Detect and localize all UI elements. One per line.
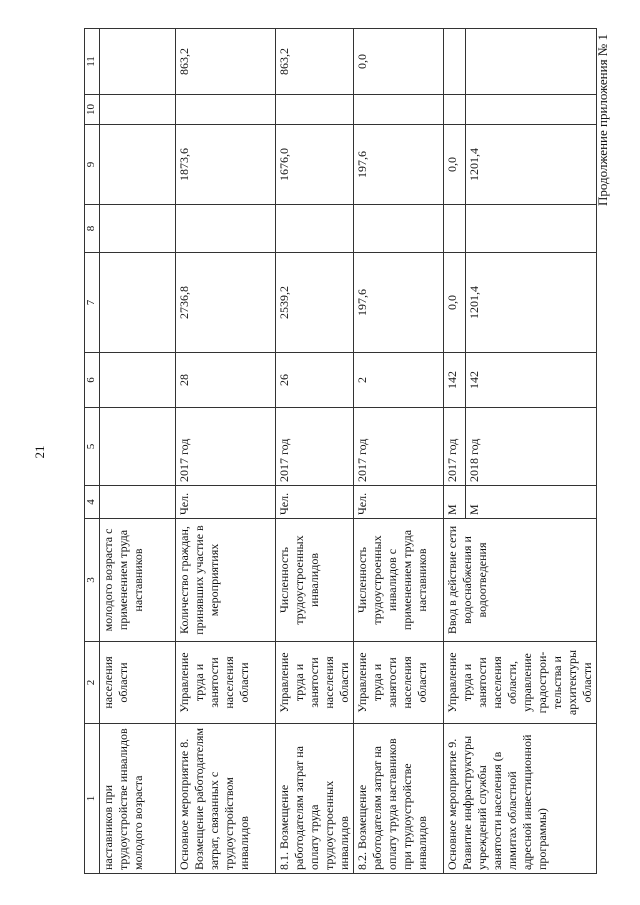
cell-indicator: Численность трудоустроенных инвалидов с применением труда наставников [354, 519, 444, 642]
cell-indicator: Ввод в действие сети водоснабжения и водоотведения [444, 519, 597, 642]
cell-col9: 0,0 [444, 125, 466, 205]
cell-unit: Чел. [176, 486, 276, 519]
cell-col10 [276, 95, 354, 125]
col-header-9: 9 [85, 125, 100, 205]
cell-total: 0,0 [444, 253, 466, 353]
cell-measure: Основное мероприятие 8. Возмещение работодателям затрат, связанных с трудоустройством инвалидов [176, 724, 276, 874]
col-header-1: 1 [85, 724, 100, 874]
cell-year: 2017 год [276, 408, 354, 486]
cell-unit: М [444, 486, 466, 519]
cell-unit: М [466, 486, 597, 519]
cell-col10 [100, 95, 176, 125]
cell-value [100, 353, 176, 408]
appendix-label: Продолжение приложения № 1 [595, 34, 610, 206]
table-row [444, 29, 466, 874]
table-row [354, 29, 444, 874]
col-header-7: 7 [85, 253, 100, 353]
cell-col8 [354, 205, 444, 253]
cell-value: 142 [444, 353, 466, 408]
cell-year [100, 408, 176, 486]
cell-value: 26 [276, 353, 354, 408]
cell-total: 1201,4 [466, 253, 597, 353]
cell-col10 [466, 95, 597, 125]
cell-year: 2018 год [466, 408, 597, 486]
col-header-3: 3 [85, 519, 100, 642]
col-header-5: 5 [85, 408, 100, 486]
cell-col11 [466, 29, 597, 95]
cell-col9: 1873,6 [176, 125, 276, 205]
cell-value: 142 [466, 353, 597, 408]
col-header-6: 6 [85, 353, 100, 408]
cell-measure: наставников при трудоустройстве инвалидов молодого возраста [100, 724, 176, 874]
col-header-10: 10 [85, 95, 100, 125]
cell-executor: Управление труда и занятости населения области [276, 642, 354, 724]
cell-col8 [276, 205, 354, 253]
cell-total: 2736,8 [176, 253, 276, 353]
cell-year: 2017 год [444, 408, 466, 486]
program-table [84, 28, 597, 874]
cell-unit: Чел. [276, 486, 354, 519]
table-row [100, 29, 176, 874]
cell-col9: 197,6 [354, 125, 444, 205]
col-header-2: 2 [85, 642, 100, 724]
cell-col10 [176, 95, 276, 125]
cell-executor: Управление труда и занятости населения области, управление градострои-тельства и архитектуры области [444, 642, 597, 724]
cell-col8 [444, 205, 466, 253]
page-number: 21 [32, 445, 47, 459]
cell-col11: 863,2 [276, 29, 354, 95]
table-row [276, 29, 354, 874]
cell-col8 [100, 205, 176, 253]
cell-col9: 1201,4 [466, 125, 597, 205]
cell-value: 2 [354, 353, 444, 408]
table-row [176, 29, 276, 874]
cell-col9: 1676,0 [276, 125, 354, 205]
cell-col11: 0,0 [354, 29, 444, 95]
cell-col10 [354, 95, 444, 125]
rotated-table-wrapper [84, 29, 594, 874]
cell-col11 [100, 29, 176, 95]
col-header-4: 4 [85, 486, 100, 519]
cell-unit [100, 486, 176, 519]
col-header-11: 11 [85, 29, 100, 95]
cell-value: 28 [176, 353, 276, 408]
cell-measure: 8.2. Возмещение работодателям затрат на оплату труда наставников при трудоустройстве инвалидов [354, 724, 444, 874]
cell-indicator: молодого возраста с применением труда наставников [100, 519, 176, 642]
cell-year: 2017 год [354, 408, 444, 486]
cell-total [100, 253, 176, 353]
cell-executor: Управление труда и занятости населения области [354, 642, 444, 724]
cell-indicator: Численность трудоустроенных инвалидов [276, 519, 354, 642]
cell-col8 [176, 205, 276, 253]
cell-measure: Основное мероприятие 9. Развитие инфраструктуры учреждений службы занятости населения (в лимитах областной адресной инвестиционной программы) [444, 724, 597, 874]
cell-col8 [466, 205, 597, 253]
cell-unit: Чел. [354, 486, 444, 519]
cell-col11: 863,2 [176, 29, 276, 95]
cell-total: 2539,2 [276, 253, 354, 353]
cell-indicator: Количество граждан, принявших участие в мероприятиях [176, 519, 276, 642]
cell-col9 [100, 125, 176, 205]
cell-col10 [444, 95, 466, 125]
cell-col11 [444, 29, 466, 95]
col-header-8: 8 [85, 205, 100, 253]
cell-measure: 8.1. Возмещение работодателям затрат на оплату труда трудоустроенных инвалидов [276, 724, 354, 874]
cell-year: 2017 год [176, 408, 276, 486]
cell-executor: Управление труда и занятости населения области [176, 642, 276, 724]
cell-executor: населения области [100, 642, 176, 724]
cell-total: 197,6 [354, 253, 444, 353]
column-number-row [85, 29, 100, 874]
